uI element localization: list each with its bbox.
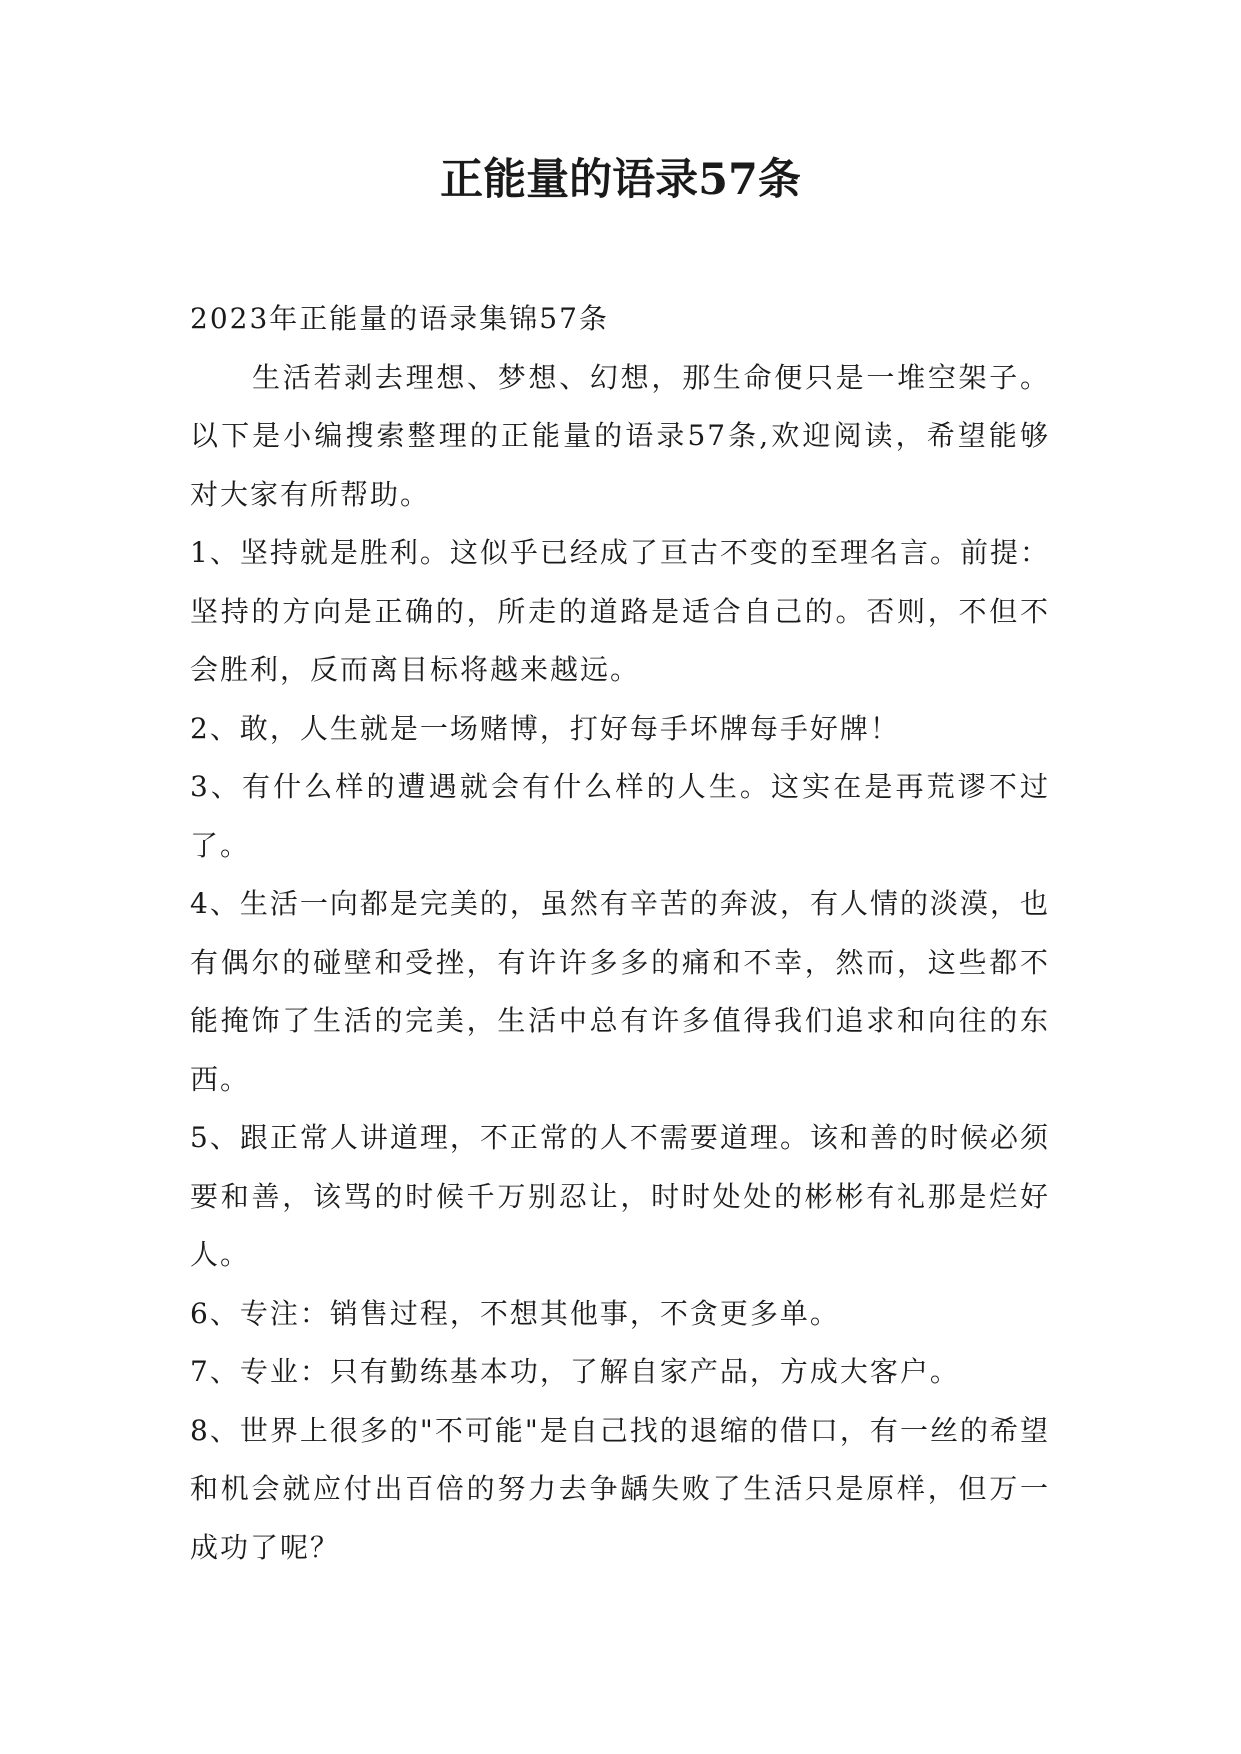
quote-item-1: 1、坚持就是胜利。这似乎已经成了亘古不变的至理名言。前提：坚持的方向是正确的，所走的道路是适合自己的。否则，不但不会胜利，反而离目标将越来越远。 bbox=[190, 536, 1050, 686]
quote-item-7: 7、专业：只有勤练基本功，了解自家产品，方成大客户。 bbox=[190, 1355, 960, 1388]
document-title: 正能量的语录57条 bbox=[440, 155, 801, 205]
quote-item-6: 6、专注：销售过程，不想其他事，不贪更多单。 bbox=[190, 1296, 840, 1330]
intro-paragraph: 生活若剥去理想、梦想、幻想，那生命便只是一堆空架子。以下是小编搜索整理的正能量的语录57条,欢迎阅读，希望能够对大家有所帮助。 bbox=[190, 360, 1050, 511]
quote-item-4: 4、生活一向都是完美的，虽然有辛苦的奔波，有人情的淡漠，也有偶尔的碰壁和受挫，有许许多多的痛和不幸，然而，这些都不能掩饰了生活的完美，生活中总有许多值得我们追求和向往的东西。 bbox=[190, 887, 1050, 1096]
quote-item-2: 2、敢，人生就是一场赌博，打好每手坏牌每手好牌！ bbox=[190, 711, 900, 745]
quote-item-5: 5、跟正常人讲道理，不正常的人不需要道理。该和善的时候必须要和善，该骂的时候千万别忍让，时时处处的彬彬有礼那是烂好人。 bbox=[190, 1121, 1050, 1271]
quote-item-3: 3、有什么样的遭遇就会有什么样的人生。这实在是再荒谬不过了。 bbox=[190, 770, 1050, 862]
quote-item-8: 8、世界上很多的"不可能"是自己找的退缩的借口，有一丝的希望和机会就应付出百倍的努力去争龋失败了生活只是原样，但万一成功了呢？ bbox=[190, 1413, 1050, 1564]
document-subtitle: 2023年正能量的语录集锦57条 bbox=[190, 302, 609, 335]
document-body bbox=[190, 290, 1050, 1577]
